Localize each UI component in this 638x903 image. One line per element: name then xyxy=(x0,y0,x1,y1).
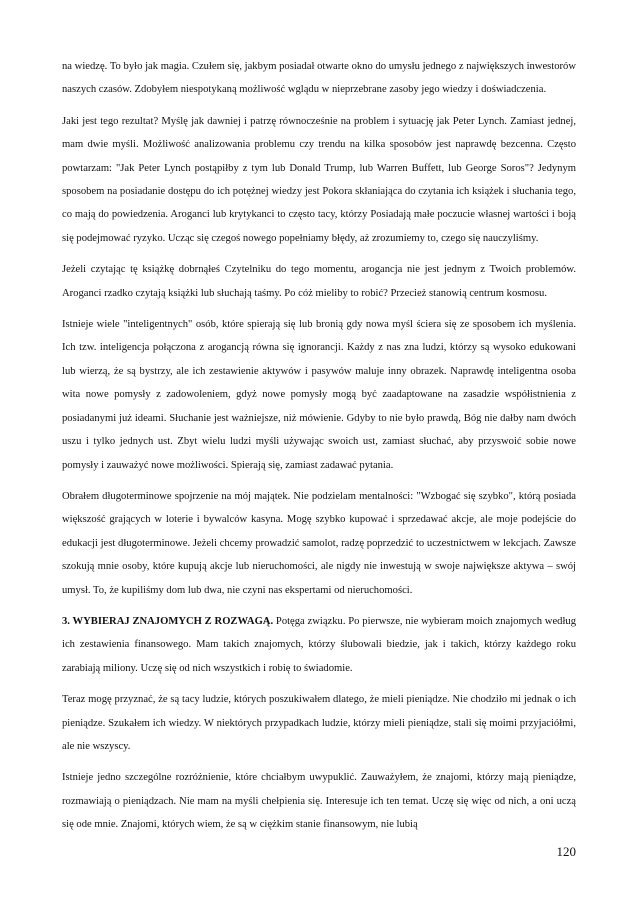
paragraph-7 xyxy=(62,688,576,758)
paragraph-4 xyxy=(62,313,576,477)
paragraph-3 xyxy=(62,258,576,305)
section-heading: 3. WYBIERAJ ZNAJOMYCH Z ROZWAGĄ. xyxy=(62,615,274,627)
paragraph-6 xyxy=(62,610,576,680)
page-number: 120 xyxy=(556,844,576,859)
paragraph-3-text: Jeżeli czytając tę książkę dobrnąłeś Czytelniku do tego momentu, arogancja nie jest jednym z Twoich problemów. Aroganci rzadko czytają książki lub słuchają taśmy. Po cóż mieliby to robić? Przecież stanowią centrum kosmosu. xyxy=(62,264,576,299)
paragraph-7-text: Teraz mogę przyznać, że są tacy ludzie, których poszukiwałem dlatego, że mieli pieniądze. Nie chodziło mi jednak o ich pieniądze. Szukałem ich wiedzy. W niektórych przypadkach ludzie, którzy mieli pieniądze, stali się moimi przyjaciółmi, ale nie wszyscy. xyxy=(62,694,576,752)
paragraph-2-text: Jaki jest tego rezultat? Myślę jak dawniej i patrzę równocześnie na problem i sytuację jak Peter Lynch. Zamiast jednej, mam dwie myśli. Możliwość analizowania problemu czy trendu na kilka sposobów jest naprawdę bezcenna. Często powtarzam: "Jak Peter Lynch postąpiłby z tym lub Donald Trump, lub Warren Buffett, lub George Soros"? Jedynym sposobem na posiadanie dostępu do ich potężnej wiedzy jest Pokora skłaniająca do czytania ich książek i słuchania tego, co mają do powiedzenia. Aroganci lub krytykanci to często tacy, którzy Posiadają małe poczucie własnej wartości i boją się podejmować ryzyko. Ucząc się czegoś nowego popełniamy błędy, aż zrozumiemy to, czego się nauczyliśmy. xyxy=(62,115,576,244)
paragraph-5 xyxy=(62,485,576,602)
paragraph-8 xyxy=(62,766,576,836)
page-body xyxy=(62,55,576,845)
paragraph-2 xyxy=(62,110,576,250)
paragraph-4-text: Istnieje wiele "inteligentnych" osób, które spierają się lub bronią gdy nowa myśl ściera się ze sposobem ich myślenia. Ich tzw. inteligencja połączona z arogancją równa się ignorancji. Każdy z nas zna ludzi, którzy są wysoko edukowani lub wierzą, że są bystrzy, ale ich zestawienie aktywów i pasywów maluje inny obrazek. Naprawdę inteligentna osoba wita nowe pomysły z zadowoleniem, gdyż nowe pomysły mogą być zaadaptowane na zasadzie współistnienia z posiadanymi już ideami. Słuchanie jest ważniejsze, niż mówienie. Gdyby to nie było prawdą, Bóg nie dałby nam dwóch uszu i tylko jednych ust. Zbyt wielu ludzi myśli używając swoich ust, zamiast słuchać, aby przyswoić sobie nowe pomysły i zauważyć nowe możliwości. Spierają się, zamiast zadawać pytania. xyxy=(62,319,576,471)
paragraph-5-text: Obrałem długoterminowe spojrzenie na mój majątek. Nie podzielam mentalności: "Wzbogać się szybko", którą posiada większość grających w loterie i bywalców kasyna. Mogę szybko kupować i sprzedawać akcje, ale moje podejście do edukacji jest długoterminowe. Jeżeli chcemy prowadzić samolot, radzę poprzedzić to uczestnictwem w lekcjach. Zawsze szokują mnie osoby, które kupują akcje lub nieruchomości, ale nigdy nie inwestują w swoje największe aktywa – swój umysł. To, że kupiliśmy dom lub dwa, nie czyni nas ekspertami od nieruchomości. xyxy=(62,490,576,596)
paragraph-6-text: Potęga związku. Po pierwsze, nie wybieram moich znajomych według ich zestawienia finansowego. Mam takich znajomych, którzy ślubowali biedzie, jak i takich, którzy każdego roku zarabiają miliony. Uczę się od nich wszystkich i robię to świadomie. xyxy=(62,615,576,674)
paragraph-8-text: Istnieje jedno szczególne rozróżnienie, które chciałbym uwypuklić. Zauważyłem, że znajomi, którzy mają pieniądze, rozmawiają o pieniądzach. Nie mam na myśli chełpienia się. Interesuje ich ten temat. Uczę się więc od nich, a oni uczą się ode mnie. Znajomi, których wiem, że są w ciężkim stanie finansowym, nie lubią xyxy=(62,772,576,831)
paragraph-1 xyxy=(62,55,576,102)
paragraph-1-text: na wiedzę. To było jak magia. Czułem się, jakbym posiadał otwarte okno do umysłu jednego z największych inwestorów naszych czasów. Zdobyłem niespotykaną możliwość wglądu w nieprzebrane zasoby jego wiedzy i doświadczenia. xyxy=(62,61,576,96)
